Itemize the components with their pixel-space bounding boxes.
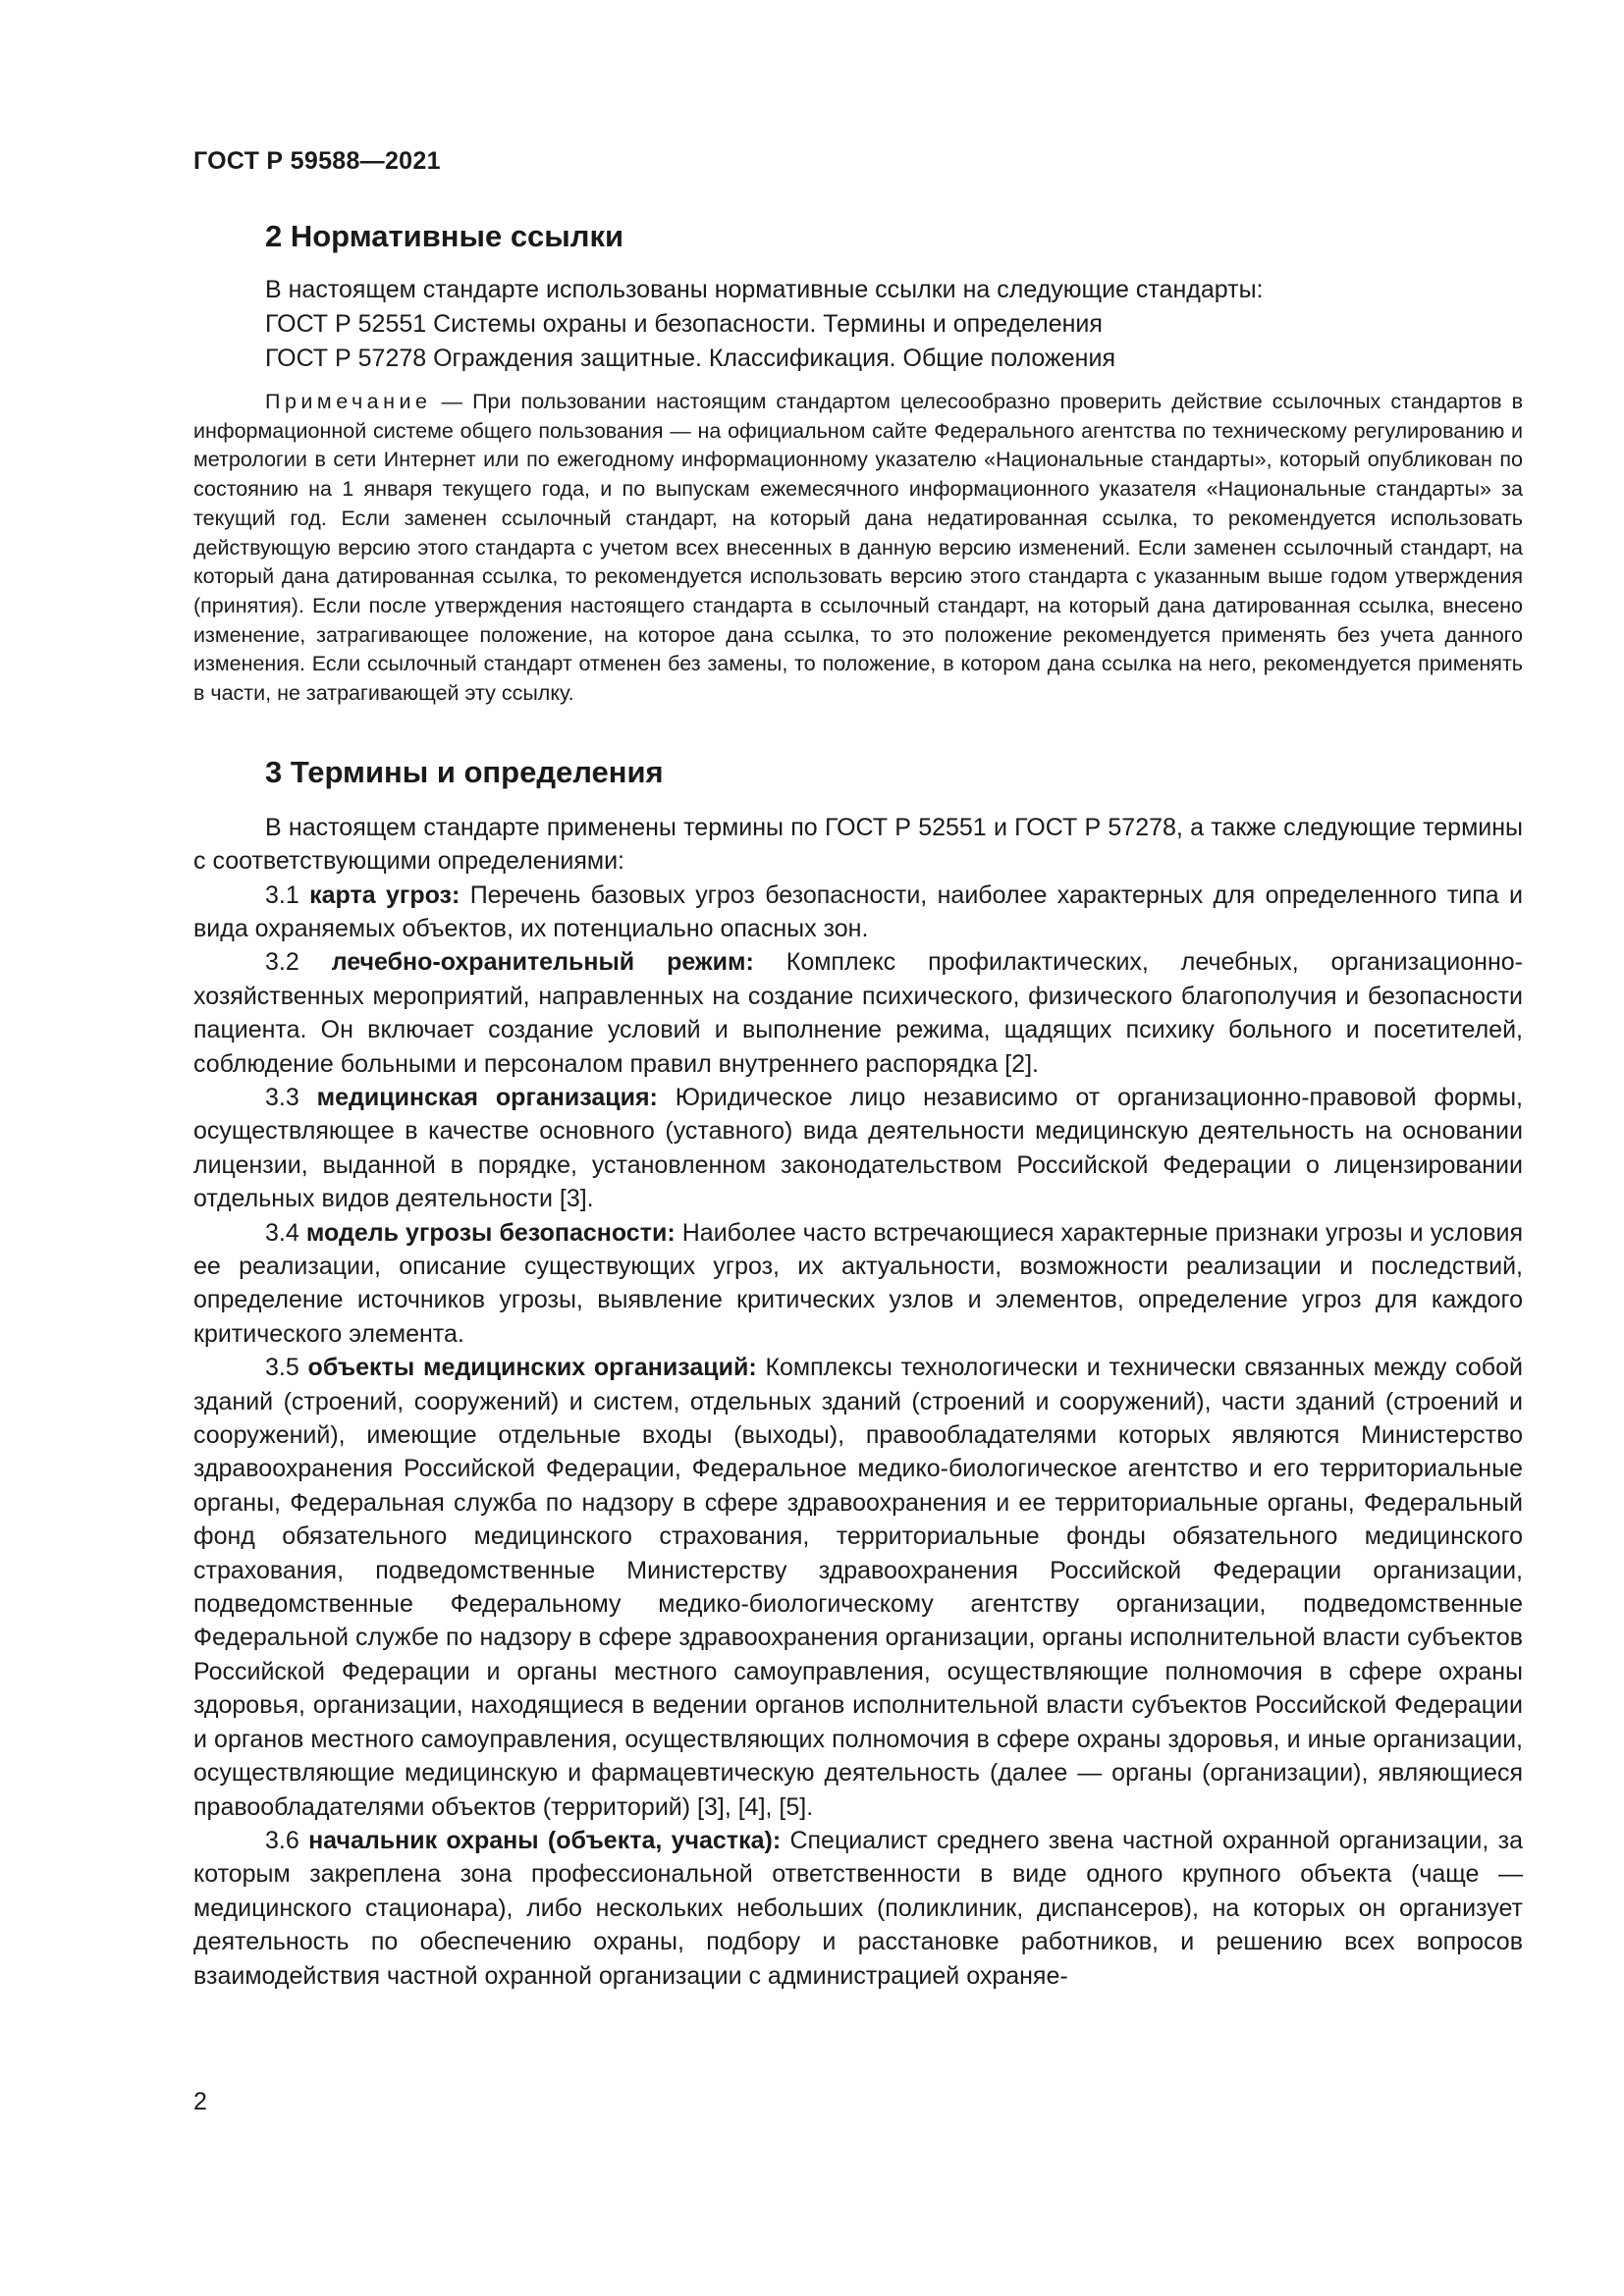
definition-3-5 — [193, 1351, 1523, 1824]
definition-text: Наиболее часто встречающиеся характерные признаки угрозы и условия ее реализации, описание существующих угроз, их актуальности, возможности реализации и последствий, определение источников угрозы, выявление критических узлов и элементов, определение угроз для каждого критического элемента. — [193, 1218, 1523, 1348]
definition-term: начальник охраны (объекта, участка): — [308, 1826, 782, 1854]
definition-term: объекты медицинских организаций: — [307, 1354, 757, 1382]
definition-number: 3.2 — [265, 948, 332, 977]
reference-item: ГОСТ Р 57278 Ограждения защитные. Классификация. Общие положения — [265, 345, 1115, 372]
definition-3-6 — [193, 1824, 1523, 1993]
definition-text: Комплексы технологически и технически связанных между собой зданий (строений, сооружений) и систем, отдельных зданий (строений и сооружений), части зданий (строений и сооружений), имеющие отдельные входы (выходы), правообладателями которых являются Министерство здравоохранения Российской Федерации, Федеральное медико-биологическое агентство и его территориальные органы, Федеральная служба по надзору в сфере здравоохранения и ее территориальные органы, Федеральный фонд обязательного медицинского страхования, территориальные фонды обязательного медицинского страхования, подведомственные Министерству здравоохранения Российской Федерации организации, подведомственные Федеральному медико-биологическому агентству организации, подведомственные Федеральной службе по надзору в сфере здравоохранения организации, органы исполнительной власти субъектов Российской Федерации и органы местного самоуправления, осуществляющие полномочия в сфере охраны здоровья, организации, находящиеся в ведении органов исполнительной власти субъектов Российской Федерации и органов местного самоуправления, осуществляющих полномочия в сфере охраны здоровья, и иные организации, осуществляющие медицинскую и фармацевтическую деятельность (далее — органы (организации), являющиеся правообладателями объектов (территорий) [3], [4], [5]. — [193, 1354, 1523, 1821]
definition-term: лечебно-охранительный режим: — [331, 948, 754, 977]
definition-number: 3.1 — [265, 881, 310, 909]
definition-number: 3.5 — [265, 1354, 308, 1382]
definition-number: 3.6 — [265, 1826, 309, 1854]
note-paragraph — [193, 388, 1523, 709]
definition-number: 3.3 — [265, 1083, 317, 1111]
definition-term: модель угрозы безопасности: — [305, 1218, 676, 1247]
terms-intro: В настоящем стандарте применены термины по ГОСТ Р 52551 и ГОСТ Р 57278, а также следующие термины с соответствующими определениями: — [193, 813, 1523, 876]
definition-3-1 — [193, 879, 1523, 946]
references-intro: В настоящем стандарте использованы нормативные ссылки на следующие стандарты: — [265, 276, 1264, 303]
definition-text: Комплекс профилактических, лечебных, организационно-хозяйственных мероприятий, направленных на создание психического, физического благополучия и безопасности пациента. Он включает создание условий и выполнение режима, щадящих психику больного и посетителей, соблюдение больными и персоналом правил внутреннего распорядка [2]. — [193, 948, 1523, 1078]
definition-term: медицинская организация: — [316, 1083, 658, 1111]
normative-references — [265, 273, 1523, 376]
note-label: Примечание — [265, 390, 432, 413]
section-2-title: 2 Нормативные ссылки — [265, 219, 624, 253]
definition-number: 3.4 — [265, 1218, 306, 1247]
document-header: ГОСТ Р 59588—2021 — [193, 147, 441, 175]
section-3-title: 3 Термины и определения — [265, 754, 664, 789]
page-content — [193, 218, 1523, 1993]
note-text: — При пользовании настоящим стандартом целесообразно проверить действие ссылочных стандартов в информационной системе общего пользования — на официальном сайте Федерального агентства по техническому регулированию и метрологии в сети Интернет или по ежегодному информационному указателю «Национальные стандарты», который опубликован по состоянию на 1 января текущего года, и по выпускам ежемесячного информационного указателя «Национальные стандарты» за текущий год. Если заменен ссылочный стандарт, на который дана недатированная ссылка, то рекомендуется использовать действующую версию этого стандарта с учетом всех внесенных в данную версию изменений. Если заменен ссылочный стандарт, на который дана датированная ссылка, то рекомендуется использовать версию этого стандарта с указанным выше годом утверждения (принятия). Если после утверждения настоящего стандарта в ссылочный стандарт, на который дана датированная ссылка, внесено изменение, затрагивающее положение, на которое дана ссылка, то это положение рекомендуется применять без учета данного изменения. Если ссылочный стандарт отменен без замены, то положение, в котором дана ссылка на него, рекомендуется применять в части, не затрагивающей эту ссылку. — [193, 390, 1523, 706]
definition-text: Перечень базовых угроз безопасности, наиболее характерных для определенного типа и вида охраняемых объектов, их потенциально опасных зон. — [193, 881, 1524, 942]
page-number: 2 — [193, 2088, 207, 2115]
definition-text: Юридическое лицо независимо от организационно-правовой формы, осуществляющее в качестве основного (уставного) вида деятельности медицинскую деятельность на основании лицензии, выданной в порядке, установленном законодательством Российской Федерации о лицензировании отдельных видов деятельности [3]. — [193, 1083, 1523, 1213]
definition-text: Специалист среднего звена частной охранной организации, за которым закреплена зона профессиональной ответственности в виде одного крупного объекта (чаще — медицинского стационара), либо нескольких небольших (поликлиник, диспансеров), на которых он организует деятельность по обеспечению охраны, подбору и расстановке работников, и решению всех вопросов взаимодействия частной охранной организации с администрацией охраняе- — [193, 1826, 1523, 1990]
definition-3-4 — [193, 1216, 1523, 1352]
definition-3-2 — [193, 945, 1523, 1081]
definition-3-3 — [193, 1081, 1523, 1216]
definition-term: карта угроз: — [309, 881, 460, 909]
reference-item: ГОСТ Р 52551 Системы охраны и безопасности. Термины и определения — [265, 310, 1103, 338]
